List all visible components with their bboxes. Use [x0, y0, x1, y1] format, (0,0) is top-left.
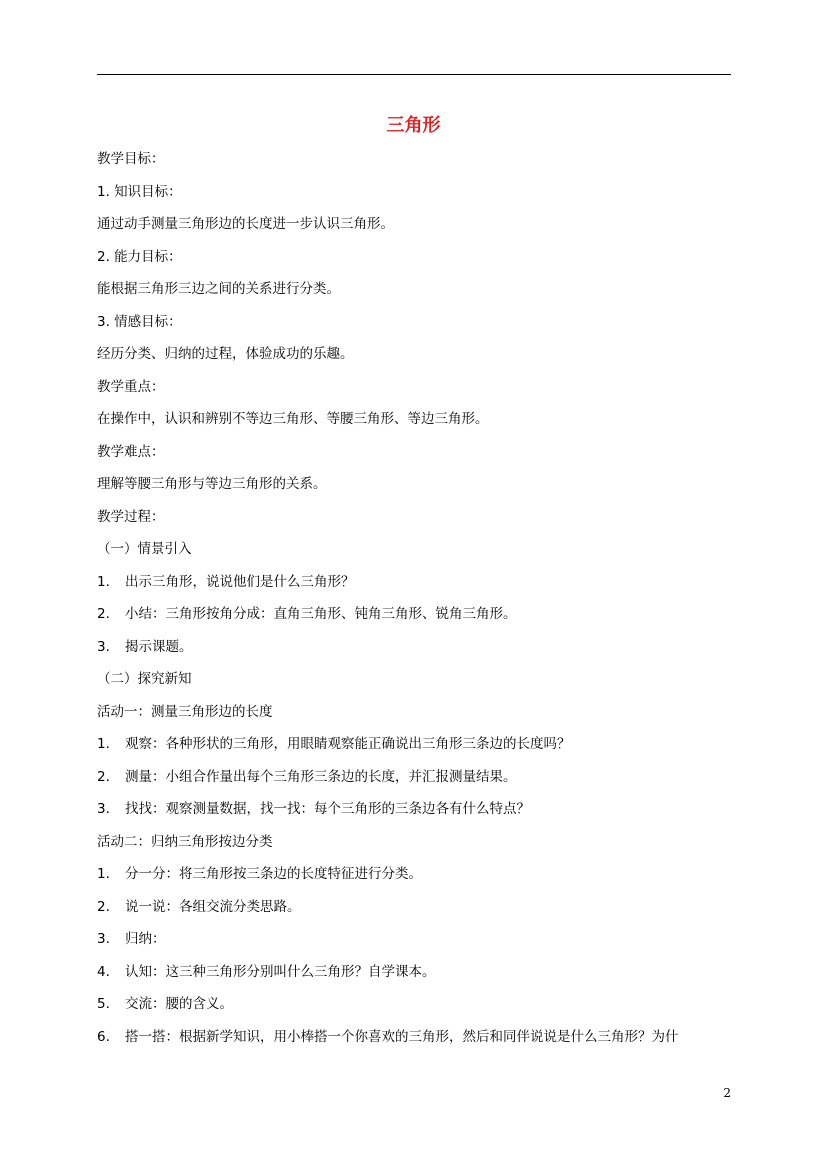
line-text: 活动一：测量三角形边的长度: [97, 703, 273, 720]
text-line: [97, 379, 737, 412]
text-line: [97, 314, 737, 347]
text-line: [97, 736, 737, 769]
line-text: （二）探究新知: [97, 671, 192, 687]
line-text: 小结：三角形按角分成：直角三角形、钝角三角形、锐角三角形。: [125, 606, 517, 622]
line-text: 归纳：: [125, 931, 166, 947]
line-text: 能根据三角形三边之间的关系进行分类。: [97, 281, 340, 297]
list-number: 3.: [97, 801, 110, 817]
line-text: 2. 能力目标：: [97, 248, 182, 265]
list-number: 2.: [97, 768, 110, 785]
line-text: 找找：观察测量数据，找一找：每个三角形的三条边各有什么特点？: [125, 801, 530, 817]
text-line: [97, 574, 737, 607]
text-line: [97, 541, 737, 574]
line-text: 教学过程：: [97, 508, 165, 525]
list-number: 5.: [97, 996, 110, 1012]
list-number: 4.: [97, 963, 110, 980]
list-number: 1.: [97, 866, 110, 882]
line-text: 搭一搭：根据新学知识，用小棒搭一个你喜欢的三角形，然后和同伴说说是什么三角形？为什: [125, 1028, 679, 1045]
list-number: 1.: [97, 573, 110, 590]
text-line: [97, 606, 737, 639]
document-title: 三角形: [386, 115, 441, 136]
list-number: 6.: [97, 1028, 110, 1045]
header-rule: [97, 74, 731, 75]
line-text: 观察：各种形状的三角形，用眼睛观察能正确说出三角形三条边的长度吗？: [125, 736, 571, 752]
text-line: [97, 671, 737, 704]
line-text: 教学目标：: [97, 151, 165, 167]
text-line: [97, 801, 737, 834]
list-number: 3.: [97, 931, 110, 947]
text-line: [97, 509, 737, 542]
line-text: 教学重点：: [97, 378, 165, 395]
line-text: （一）情景引入: [97, 541, 192, 557]
list-number: 1.: [97, 736, 110, 752]
text-line: [97, 281, 737, 314]
line-text: 教学难点：: [97, 443, 165, 460]
list-number: 2.: [97, 898, 110, 915]
line-text: 3. 情感目标：: [97, 313, 182, 330]
line-text: 理解等腰三角形与等边三角形的关系。: [97, 476, 327, 492]
text-line: [97, 184, 737, 217]
line-text: 交流：腰的含义。: [125, 996, 233, 1012]
text-line: [97, 1029, 737, 1062]
list-number: 2.: [97, 606, 110, 622]
text-line: [97, 996, 737, 1029]
page-number: 2: [723, 1086, 731, 1100]
line-text: 分一分：将三角形按三条边的长度特征进行分类。: [125, 866, 422, 882]
text-line: [97, 964, 737, 997]
text-line: [97, 931, 737, 964]
line-text: 通过动手测量三角形边的长度进一步认识三角形。: [97, 216, 394, 232]
line-text: 1. 知识目标：: [97, 183, 182, 200]
line-text: 经历分类、归纳的过程，体验成功的乐趣。: [97, 346, 354, 362]
text-line: [97, 704, 737, 737]
text-line: [97, 216, 737, 249]
line-text: 说一说：各组交流分类思路。: [125, 898, 301, 915]
text-line: [97, 769, 737, 802]
text-line: [97, 639, 737, 672]
line-text: 揭示课题。: [125, 638, 193, 655]
text-line: [97, 444, 737, 477]
text-line: [97, 411, 737, 444]
list-number: 3.: [97, 638, 110, 655]
line-text: 活动二：归纳三角形按边分类: [97, 833, 273, 850]
text-line: [97, 249, 737, 282]
document-body: [97, 151, 737, 1061]
text-line: [97, 346, 737, 379]
line-text: 在操作中，认识和辨别不等边三角形、等腰三角形、等边三角形。: [97, 411, 489, 427]
text-line: [97, 476, 737, 509]
text-line: [97, 899, 737, 932]
line-text: 测量：小组合作量出每个三角形三条边的长度，并汇报测量结果。: [125, 768, 517, 785]
line-text: 认知：这三种三角形分别叫什么三角形？自学课本。: [125, 963, 436, 980]
line-text: 出示三角形，说说他们是什么三角形？: [125, 573, 355, 590]
text-line: [97, 866, 737, 899]
text-line: [97, 151, 737, 184]
text-line: [97, 834, 737, 867]
